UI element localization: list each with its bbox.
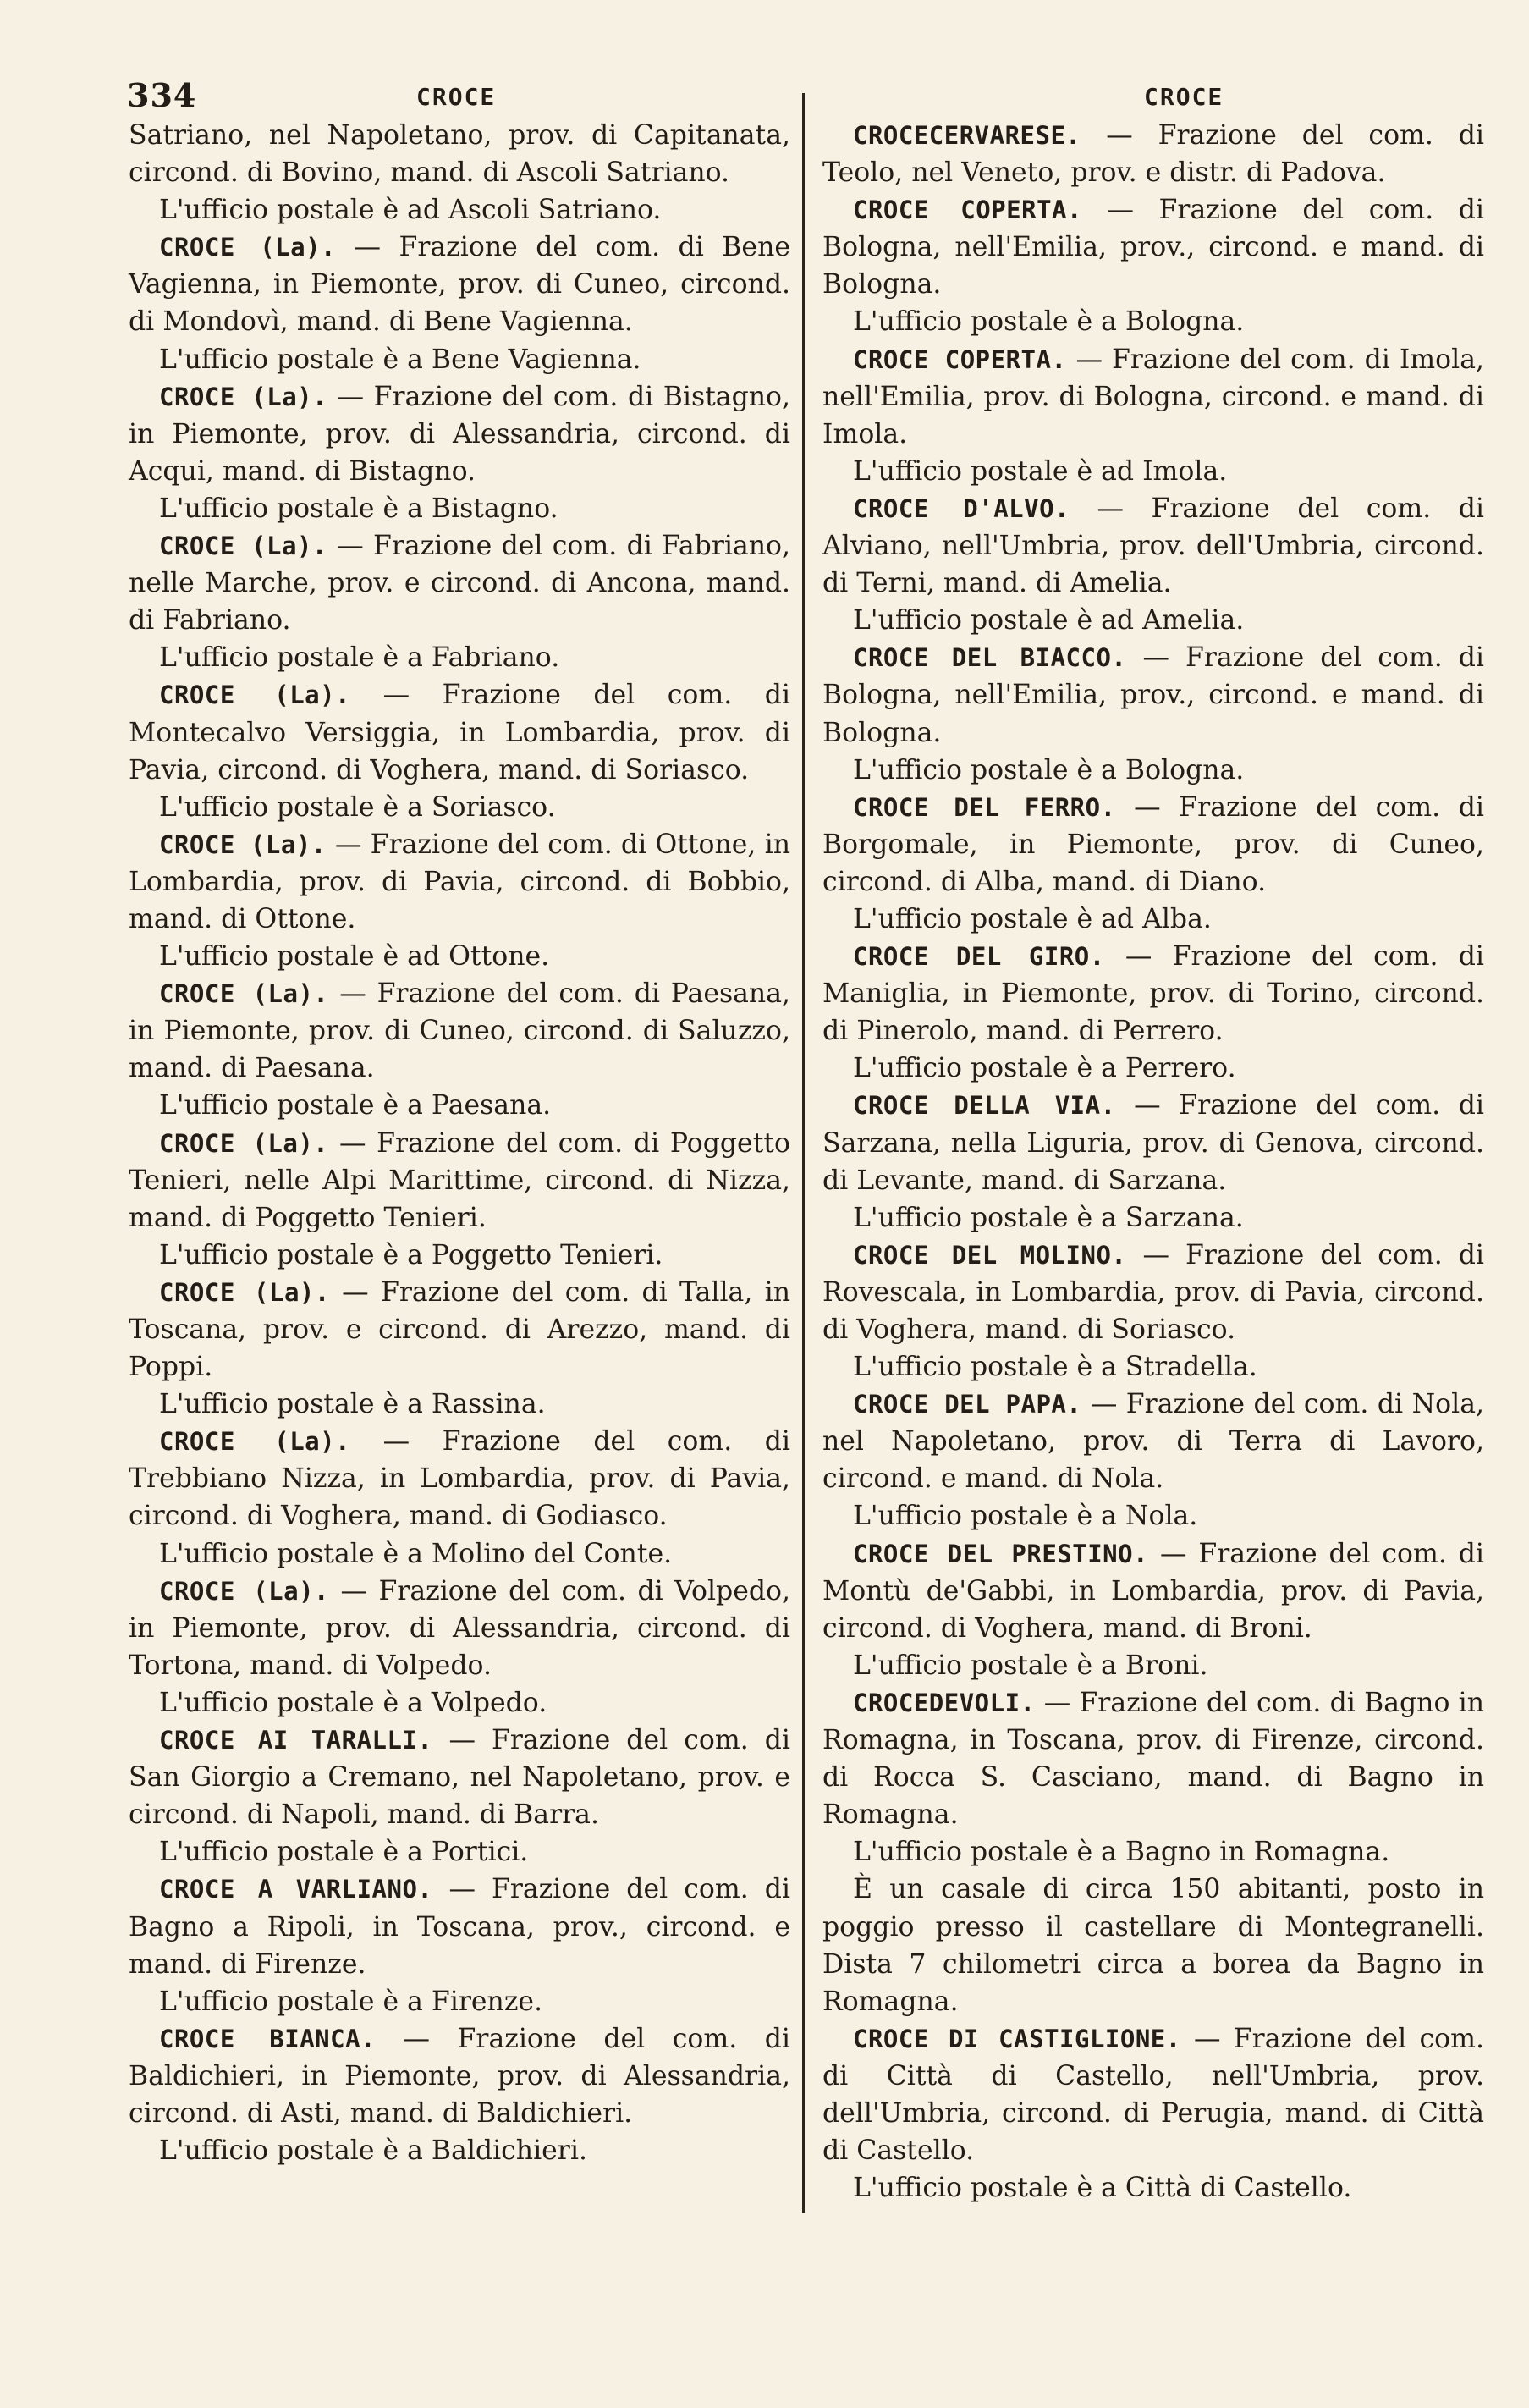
entry-headword: CROCE DI CASTIGLIONE.	[853, 2024, 1181, 2053]
entry-text: — Frazione del com. di Bologna, nell'Emilia, prov., circond. e mand. di Bologna.	[822, 642, 1485, 748]
entry-headword: CROCE (La).	[159, 1128, 329, 1158]
entry-headword: CROCE (La).	[159, 532, 327, 561]
entry-text: — Frazione del com. di Ottone, in Lombardia, prov. di Pavia, circond. di Bobbio, mand. di Ottone.	[129, 829, 790, 934]
entry-headword: CROCE (La).	[159, 1277, 330, 1307]
post-office-note: L'ufficio postale è a Bagno in Romagna.	[853, 1837, 1390, 1868]
entry-text: — Frazione del com. di Teolo, nel Veneto, prov. e distr. di Padova.	[822, 120, 1484, 189]
entry-headword: CROCE DEL BIACCO.	[853, 643, 1127, 673]
entry-text: — Frazione del com. di Alviano, nell'Umbria, prov. dell'Umbria, circond. di Terni, mand. di Amelia.	[822, 493, 1484, 599]
post-office-note: L'ufficio postale è a Stradella.	[853, 1352, 1257, 1383]
entry-continuation: Satriano, nel Napoletano, prov. di Capitanata, circond. di Bovino, mand. di Ascoli Satriano.	[129, 120, 790, 189]
post-office-note: L'ufficio postale è a Città di Castello.	[853, 2173, 1352, 2204]
gazetteer-entry	[822, 1087, 1484, 1198]
entry-headword: CROCE DELLA VIA.	[853, 1091, 1116, 1121]
post-office-note: L'ufficio postale è a Portici.	[159, 1837, 529, 1868]
entry-text: — Frazione del com. di Imola, nell'Emilia, prov. di Bologna, circond. e mand. di Imola.	[822, 344, 1484, 449]
entry-headword: CROCEDEVOLI.	[853, 1688, 1036, 1717]
gazetteer-entry	[822, 117, 1484, 191]
entry-headword: CROCECERVARESE.	[853, 121, 1081, 150]
entry-text: — Frazione del com. di Maniglia, in Piemonte, prov. di Torino, circond. di Pinerolo, mand. di Perrero.	[822, 941, 1484, 1047]
gazetteer-entry	[129, 1573, 790, 1684]
post-office-note: L'ufficio postale è a Poggetto Tenieri.	[159, 1239, 663, 1270]
entry-text: — Frazione del com. di Rovescala, in Lombardia, prov. di Pavia, circond. di Voghera, mand. di Soriasco.	[822, 1239, 1485, 1345]
post-office-note: L'ufficio postale è ad Alba.	[853, 903, 1212, 934]
post-office-note: L'ufficio postale è a Broni.	[853, 1650, 1208, 1681]
gazetteer-entry	[822, 1237, 1484, 1348]
gazetteer-entry	[822, 1684, 1484, 1833]
entry-headword: CROCE (La).	[159, 681, 351, 710]
entry-text: — Frazione del com. di Bene Vagienna, in Piemonte, prov. di Cuneo, circond. di Mondovì, mand. di Bene Vagienna.	[129, 232, 790, 338]
post-office-note: L'ufficio postale è ad Ascoli Satriano.	[159, 195, 662, 226]
gazetteer-entry	[129, 1871, 790, 1982]
gazetteer-entry	[129, 229, 790, 340]
entry-headword: CROCE COPERTA.	[853, 196, 1082, 225]
entry-headword: CROCE DEL PAPA.	[853, 1390, 1082, 1419]
page-number: 334	[127, 76, 197, 114]
entry-text: — Frazione del com. di Sarzana, nella Liguria, prov. di Genova, circond. di Levante, mand. di Sarzana.	[822, 1090, 1484, 1196]
entry-headword: CROCE (La).	[159, 233, 337, 262]
entry-headword: CROCE DEL MOLINO.	[853, 1240, 1127, 1270]
entry-text: — Frazione del com. di Bagno in Romagna, in Toscana, prov. di Firenze, circond. di Rocca S. Casciano, mand. di Bagno in Romagna.	[822, 1687, 1484, 1831]
gazetteer-entry	[822, 1535, 1484, 1647]
post-office-note: È un casale di circa 150 abitanti, posto in poggio presso il castellare di Montegranelli. Dista 7 chilometri circa a borea da Bagno in Romagna.	[822, 1874, 1484, 2017]
gazetteer-entry	[129, 1423, 790, 1535]
entry-text: — Frazione del com. di Paesana, in Piemonte, prov. di Cuneo, circond. di Saluzzo, mand. di Paesana.	[129, 978, 791, 1084]
entry-headword: CROCE (La).	[159, 979, 329, 1009]
entry-headword: CROCE (La).	[159, 1576, 330, 1606]
right-column	[822, 117, 1484, 2207]
entry-text: — Frazione del com. di Fabriano, nelle Marche, prov. e circond. di Ancona, mand. di Fabriano.	[129, 531, 790, 636]
entry-headword: CROCE AI TARALLI.	[159, 1726, 433, 1755]
entry-headword: CROCE COPERTA.	[853, 344, 1067, 374]
entry-headword: CROCE DEL GIRO.	[853, 942, 1105, 972]
entry-text: — Frazione del com. di Volpedo, in Piemonte, prov. di Alessandria, circond. di Tortona, mand. di Volpedo.	[129, 1575, 790, 1681]
gazetteer-entry	[822, 789, 1484, 901]
post-office-note: L'ufficio postale è a Nola.	[853, 1501, 1198, 1532]
post-office-note: L'ufficio postale è a Bistagno.	[159, 493, 558, 524]
gazetteer-entry	[129, 826, 790, 938]
entry-text: — Frazione del com. di Città di Castello, nell'Umbria, prov. dell'Umbria, circond. di Perugia, mand. di Città di Castello.	[822, 2023, 1484, 2167]
gazetteer-entry	[822, 1386, 1484, 1497]
post-office-note: L'ufficio postale è a Baldichieri.	[159, 2135, 587, 2167]
gazetteer-entry	[129, 2020, 790, 2132]
entry-text: — Frazione del com. di Bistagno, in Piemonte, prov. di Alessandria, circond. di Acqui, mand. di Bistagno.	[129, 381, 790, 487]
entry-text: — Frazione del com. di Bagno a Ripoli, in Toscana, prov., circond. e mand. di Firenze.	[129, 1874, 791, 1980]
gazetteer-entry	[822, 938, 1484, 1050]
gazetteer-entry	[129, 975, 790, 1087]
post-office-note: L'ufficio postale è a Sarzana.	[853, 1202, 1244, 1233]
column-divider	[802, 93, 805, 2213]
gazetteer-entry	[129, 527, 790, 639]
running-header-left: CROCE	[416, 83, 497, 111]
entry-headword: CROCE BIANCA.	[159, 2024, 376, 2053]
entry-headword: CROCE (La).	[159, 382, 328, 411]
post-office-note: L'ufficio postale è a Paesana.	[159, 1090, 552, 1121]
entry-headword: CROCE D'ALVO.	[853, 493, 1070, 523]
entry-headword: CROCE (La).	[159, 829, 327, 859]
post-office-note: L'ufficio postale è ad Amelia.	[853, 605, 1245, 636]
post-office-note: L'ufficio postale è a Firenze.	[159, 1986, 543, 2017]
entry-text: — Frazione del com. di Poggetto Tenieri, nelle Alpi Marittime, circond. di Nizza, mand. di Poggetto Tenieri.	[129, 1127, 790, 1233]
post-office-note: L'ufficio postale è a Fabriano.	[159, 642, 560, 674]
post-office-note: L'ufficio postale è a Perrero.	[853, 1053, 1236, 1084]
post-office-note: L'ufficio postale è a Rassina.	[159, 1389, 546, 1420]
running-header-right: CROCE	[1144, 83, 1224, 111]
post-office-note: L'ufficio postale è a Bene Vagienna.	[159, 344, 641, 375]
gazetteer-entry	[129, 1274, 790, 1386]
gazetteer-entry	[822, 341, 1484, 453]
gazetteer-entry	[822, 639, 1484, 751]
gazetteer-entry	[129, 1125, 790, 1237]
post-office-note: L'ufficio postale è a Bologna.	[853, 754, 1245, 785]
post-office-note: L'ufficio postale è ad Ottone.	[159, 941, 550, 973]
entry-text: — Frazione del com. di Talla, in Toscana, prov. e circond. di Arezzo, mand. di Poppi.	[129, 1276, 791, 1383]
left-column	[129, 117, 790, 2169]
entry-headword: CROCE (La).	[159, 1427, 351, 1457]
entry-text: — Frazione del com. di Nola, nel Napoletano, prov. di Terra di Lavoro, circond. e mand. di Nola.	[822, 1389, 1484, 1495]
gazetteer-entry	[822, 490, 1484, 602]
entry-text: — Frazione del com. di Bologna, nell'Emilia, prov., circond. e mand. di Bologna.	[822, 195, 1485, 300]
entry-text: — Frazione del com. di San Giorgio a Cremano, nel Napoletano, prov. e circond. di Napoli, mand. di Barra.	[129, 1725, 791, 1831]
entry-text: — Frazione del com. di Trebbiano Nizza, in Lombardia, prov. di Pavia, circond. di Voghera, mand. di Godiasco.	[129, 1426, 790, 1532]
post-office-note: L'ufficio postale è a Soriasco.	[159, 791, 556, 823]
gazetteer-entry	[129, 676, 790, 788]
entry-text: — Frazione del com. di Baldichieri, in Piemonte, prov. di Alessandria, circond. di Asti, mand. di Baldichieri.	[129, 2023, 790, 2129]
entry-text: — Frazione del com. di Borgomale, in Piemonte, prov. di Cuneo, circond. di Alba, mand. di Diano.	[822, 791, 1484, 897]
post-office-note: L'ufficio postale è a Volpedo.	[159, 1687, 547, 1718]
post-office-note: L'ufficio postale è a Molino del Conte.	[159, 1538, 673, 1569]
entry-text: — Frazione del com. di Montecalvo Versiggia, in Lombardia, prov. di Pavia, circond. di Voghera, mand. di Soriasco.	[129, 680, 790, 785]
entry-headword: CROCE A VARLIANO.	[159, 1875, 433, 1904]
gazetteer-entry	[129, 378, 790, 490]
entry-headword: CROCE DEL FERRO.	[853, 792, 1116, 822]
gazetteer-entry	[822, 2020, 1484, 2169]
entry-headword: CROCE DEL PRESTINO.	[853, 1539, 1149, 1568]
gazetteer-entry	[822, 191, 1484, 303]
post-office-note: L'ufficio postale è a Bologna.	[853, 306, 1245, 338]
gazetteer-entry	[129, 1722, 790, 1833]
post-office-note: L'ufficio postale è ad Imola.	[853, 455, 1228, 487]
entry-text: — Frazione del com. di Montù de'Gabbi, in Lombardia, prov. di Pavia, circond. di Voghera, mand. di Broni.	[822, 1538, 1484, 1644]
